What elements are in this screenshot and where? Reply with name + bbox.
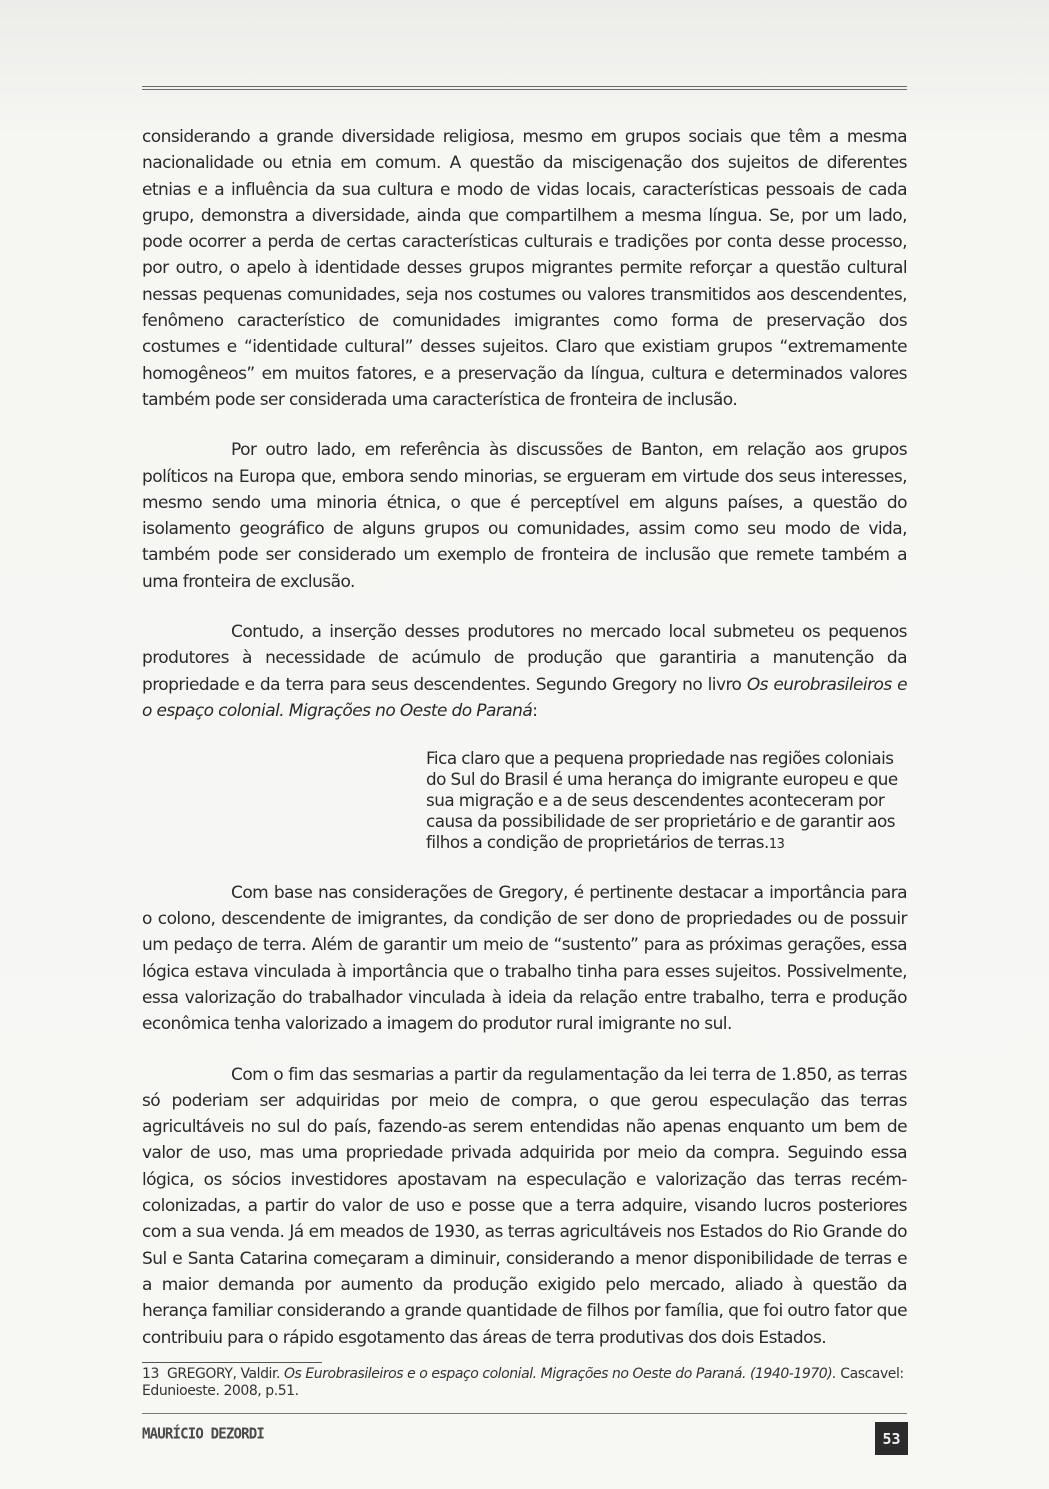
footnote-author: GREGORY, Valdir. [166, 1366, 280, 1382]
footnote-publisher: Cascavel: Edunioeste. 2008, p.51. [142, 1366, 904, 1399]
paragraph-1: considerando a grande diversidade religiosa, mesmo em grupos sociais que têm a mesma nacionalidade ou etnia em comum. A questão da miscigenação dos sujeitos de diferentes etnias e a influência da sua cultura e modo de vidas locais, características pessoais de cada grupo, demonstra a diversidade, ainda que compartilhem a mesma língua. Se, por um lado, pode ocorrer a perda de certas características culturais e tradições por conta desse processo, por outro, o apelo à identidade desses grupos migrantes permite reforçar a questão cultural nessas pequenas comunidades, seja nos costumes ou valores transmitidos aos descendentes, fenômeno característico de comunidades imigrantes como forma de preservação dos costumes e “identidade cultural” desses sujeitos. Claro que existiam grupos “extremamente homogêneos” em muitos fatores, e a preservação da língua, cultura e determinados valores também pode ser considerada uma característica de fronteira de inclusão. [142, 127, 907, 410]
paragraph-3 [142, 619, 907, 724]
paragraph-5: Com o fim das sesmarias a partir da regulamentação da lei terra de 1.850, as terras só poderiam ser adquiridas por meio de compra, o que gerou especulação das terras agricultáveis no sul do país, fazendo-as serem entendidas não apenas enquanto um bem de valor de uso, mas uma propriedade privada adquirida por meio da compra. Seguindo essa lógica, os sócios investidores apostavam na especulação e valorização das terras recém-colonizadas, a partir do valor de uso e posse que a terra adquire, visando lucros posteriores com a sua venda. Já em meados de 1930, as terras agricultáveis nos Estados do Rio Grande do Sul e Santa Catarina começaram a diminuir, considerando a menor disponibilidade de terras e a maior demanda por aumento da produção exigido pelo mercado, aliado à questão da herança familiar considerando a grande quantidade de filhos por família, que foi outro fator que contribuiu para o rápido esgotamento das áreas de terra produtivas dos dois Estados. [142, 1064, 907, 1348]
footnote-number: 13 [142, 1366, 159, 1382]
footer-rule [142, 1413, 907, 1414]
book-title: Os eurobrasileiros e o espaço colonial. Migrações no Oeste do Paraná [142, 674, 907, 721]
footnote [142, 1366, 907, 1400]
paragraph-2: Por outro lado, em referência às discussões de Banton, em relação aos grupos políticos na Europa que, embora sendo minorias, se ergueram em virtude dos seus interesses, mesmo sendo uma minoria étnica, o que é perceptível em alguns países, a questão do isolamento geográfico de alguns grupos ou comunidades, assim como seu modo de vida, também pode ser considerado um exemplo de fronteira de inclusão que remete também a uma fronteira de exclusão. [142, 440, 907, 592]
header-double-rule [142, 86, 907, 92]
page-number: 53 [882, 1429, 901, 1448]
page-number-badge [875, 1422, 908, 1455]
footnote-separator [142, 1362, 322, 1363]
block-quote [426, 748, 907, 856]
paragraph-4: Com base nas considerações de Gregory, é pertinente destacar a importância para o colono, descendente de imigrantes, da condição de ser dono de propriedades ou de possuir um pedaço de terra. Além de garantir um meio de “sustento” para as próximas gerações, essa lógica estava vinculada à importância que o trabalho tinha para esses sujeitos. Possivelmente, essa valorização do trabalhador vinculada à ideia da relação entre trabalho, terra e produção econômica tenha valorizado a imagem do produtor rural imigrante no sul. [142, 882, 907, 1035]
footnote-title: Os Eurobrasileiros e o espaço colonial. Migrações no Oeste do Paraná. (1940-1970). [283, 1366, 837, 1382]
footer-author: MAURÍCIO DEZORDI [142, 1425, 265, 1443]
page-body [142, 124, 907, 1351]
paragraph-3-end: : [532, 700, 538, 721]
quote-text: Fica claro que a pequena propriedade nas regiões coloniais do Sul do Brasil é uma herança do imigrante europeu e que sua migração e a de seus descendentes aconteceram por causa da possibilidade de ser proprietário e de garantir aos filhos a condição de proprietários de terras. [426, 748, 898, 852]
paragraph-3-text: Contudo, a inserção desses produtores no mercado local submeteu os pequenos produtores à necessidade de acúmulo de produção que garantiria a manutenção da propriedade e da terra para seus descendentes. Segundo Gregory no livro [142, 622, 907, 695]
footnote-reference[interactable]: 13 [768, 836, 785, 852]
